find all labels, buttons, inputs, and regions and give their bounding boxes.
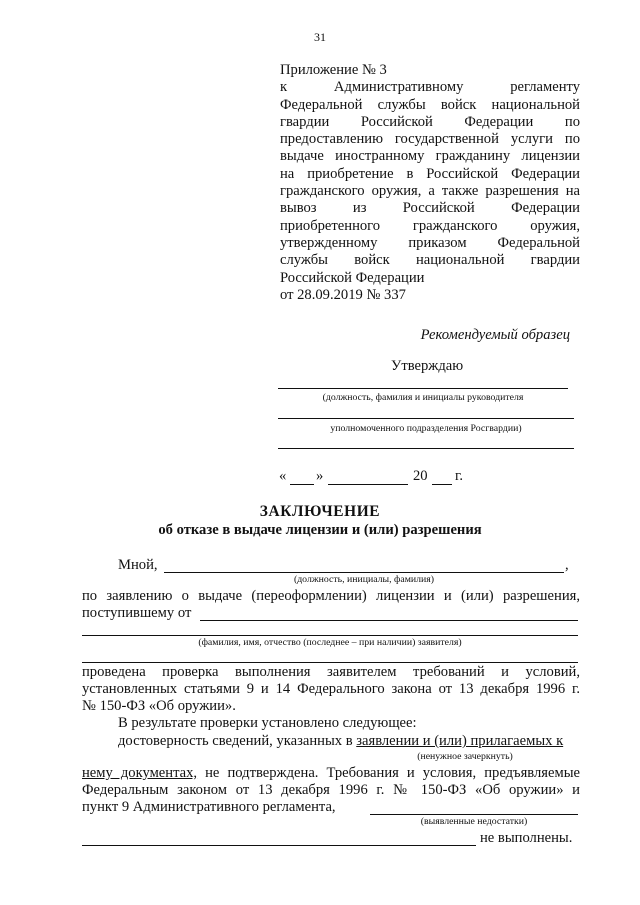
appendix-line: выдаче иностранному гражданину лицензии — [280, 148, 580, 165]
date-open-quote: « — [279, 468, 287, 484]
document-subtitle: об отказе в выдаче лицензии и (или) разрешения — [158, 522, 482, 538]
date-close-quote: » — [316, 468, 324, 484]
date-year-suffix: г. — [455, 468, 463, 484]
official-name-caption: (должность, инициалы, фамилия) — [293, 574, 435, 585]
applicant-line-3[interactable] — [82, 662, 578, 663]
law-line: Федеральным законом от 13 декабря 1996 г. № 150-ФЗ «Об оружии» и — [82, 782, 580, 798]
not-confirmed-line — [82, 765, 580, 782]
check-line-3: № 150-ФЗ «Об оружии». — [82, 698, 236, 714]
approval-label: Утверждаю — [391, 358, 464, 374]
date-month-line[interactable] — [328, 484, 408, 485]
reliability-line — [118, 733, 563, 750]
appendix-line: на приобретение в Российской Федерации — [280, 165, 580, 182]
date-year-line[interactable] — [432, 484, 452, 485]
appendix-line: к Административному регламенту — [280, 79, 580, 96]
recommended-sample: Рекомендуемый образец — [420, 327, 570, 343]
paragraph-line: пункт 9 Административного регламента, — [82, 799, 336, 815]
shortcomings-line-2[interactable] — [82, 845, 476, 846]
approver-unit-line[interactable] — [278, 418, 574, 419]
appendix-header — [280, 62, 580, 304]
by-me-comma: , — [565, 557, 569, 573]
appendix-line: приобретенного гражданского оружия, — [280, 217, 580, 234]
by-me-label: Мной, — [118, 557, 158, 573]
appendix-line: Федеральной службы войск национальной — [280, 96, 580, 113]
official-name-line[interactable] — [164, 572, 564, 573]
application-line: по заявлению о выдаче (переоформлении) лицензии и (или) разрешения, — [82, 588, 580, 604]
appendix-line: службы войск национальной гвардии — [280, 252, 580, 269]
appendix-line: гражданского оружия, а также разрешения на — [280, 183, 580, 200]
appendix-line: от 28.09.2019 № 337 — [280, 286, 406, 303]
check-line-2: установленных статьями 9 и 14 Федерального закона от 13 декабря 1996 г. — [82, 681, 580, 697]
date-year-prefix: 20 — [413, 468, 428, 484]
approver-caption-1: (должность, фамилия и инициалы руководителя — [322, 392, 524, 403]
applicant-caption: (фамилия, имя, отчество (последнее – при наличии) заявителя) — [198, 637, 462, 648]
approver-position-line[interactable] — [278, 388, 568, 389]
approver-caption-2: уполномоченного подразделения Росгвардии) — [330, 423, 522, 434]
appendix-line: Приложение № 3 — [280, 62, 387, 78]
shortcomings-caption: (выявленные недостатки) — [420, 816, 528, 827]
check-line-1: проведена проверка выполнения заявителем требований и условий, — [82, 664, 580, 680]
appendix-line: вывоз из Российской Федерации — [280, 200, 580, 217]
reliability-prefix: достоверность сведений, указанных в — [118, 733, 357, 749]
appendix-line: Российской Федерации — [280, 269, 425, 286]
shortcomings-line-1[interactable] — [370, 814, 578, 815]
appendix-line: предоставлению государственной услуги по — [280, 131, 580, 148]
appendix-line: гвардии Российской Федерации по — [280, 113, 580, 130]
approver-extra-line[interactable] — [278, 448, 574, 449]
applicant-line-2[interactable] — [82, 635, 578, 636]
page-number: 31 — [314, 30, 326, 44]
appendix-line: утвержденному приказом Федеральной — [280, 234, 580, 251]
not-fulfilled: не выполнены. — [480, 830, 573, 846]
reliability-underlined: заявлении и (или) прилагаемых к — [356, 733, 564, 749]
document-title: ЗАКЛЮЧЕНИЕ — [259, 503, 381, 520]
applicant-line-1[interactable] — [200, 620, 578, 621]
strike-caption: (ненужное зачеркнуть) — [417, 751, 513, 762]
docs-underlined: нему документах, — [82, 765, 198, 781]
date-day-line[interactable] — [290, 484, 314, 485]
not-confirmed-text: не подтверждена. Требования и условия, предъявляемые — [197, 765, 580, 781]
received-from-label: поступившему от — [82, 605, 192, 621]
result-intro: В результате проверки установлено следующее: — [118, 715, 417, 731]
